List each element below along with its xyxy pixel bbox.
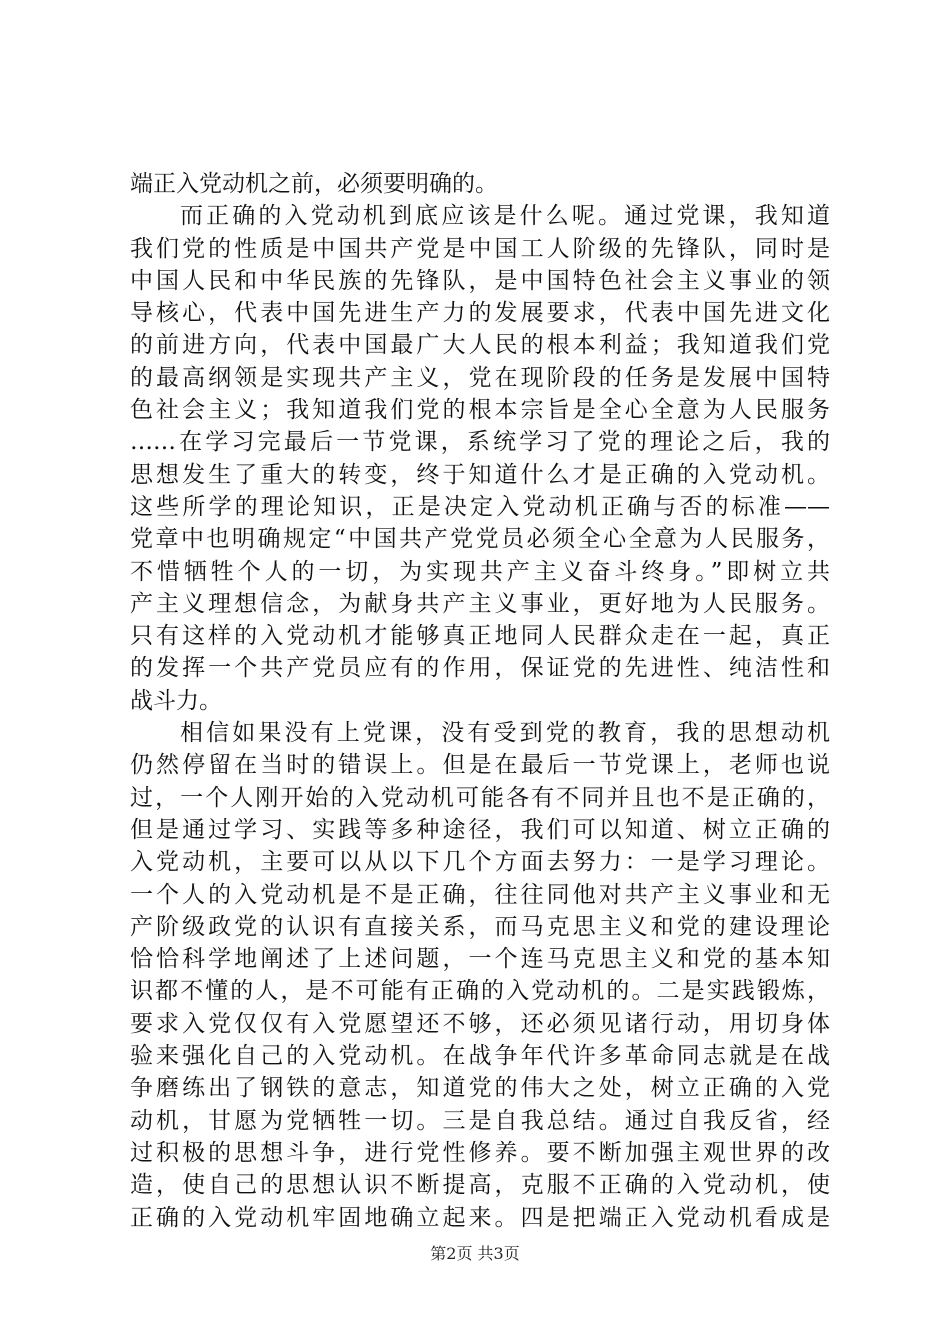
text-line: 过积极的思想斗争，进行党性修养。要不断加强主观世界的改: [130, 1139, 830, 1166]
text-line: 导核心，代表中国先进生产力的发展要求，代表中国先进文化: [130, 300, 830, 327]
text-line: 色社会主义；我知道我们党的根本宗旨是全心全意为人民服务: [130, 397, 830, 424]
text-line: 动机，甘愿为党牺牲一切。三是自我总结。通过自我反省，经: [130, 1107, 830, 1134]
text-line: 而正确的入党动机到底应该是什么呢。通过党课，我知道: [180, 203, 830, 230]
text-line: 要求入党仅仅有入党愿望还不够，还必须见诸行动，用切身体: [130, 1010, 830, 1037]
text-line: 思想发生了重大的转变，终于知道什么才是正确的入党动机。: [130, 461, 830, 488]
text-line: 仍然停留在当时的错误上。但是在最后一节党课上，老师也说: [130, 752, 830, 779]
text-line: 恰恰科学地阐述了上述问题，一个连马克思主义和党的基本知: [130, 946, 830, 973]
text-line: 党章中也明确规定“中国共产党党员必须全心全意为人民服务，: [130, 526, 830, 553]
text-line: 但是通过学习、实践等多种途径，我们可以知道、树立正确的: [130, 816, 830, 843]
text-line: 的前进方向，代表中国最广大人民的根本利益；我知道我们党: [130, 332, 830, 359]
document-body: [130, 168, 830, 1234]
text-line: 战斗力。: [130, 687, 222, 714]
text-line: 争磨练出了钢铁的意志，知道党的伟大之处，树立正确的入党: [130, 1075, 830, 1102]
text-line: 过，一个人刚开始的入党动机可能各有不同并且也不是正确的，: [130, 784, 830, 811]
page-footer: [0, 1244, 950, 1264]
text-line: 我们党的性质是中国共产党是中国工人阶级的先锋队，同时是: [130, 235, 830, 262]
text-line: 这些所学的理论知识，正是决定入党动机正确与否的标准——: [130, 493, 830, 520]
text-line: 产阶级政党的认识有直接关系，而马克思主义和党的建设理论: [130, 913, 830, 940]
text-line: 的发挥一个共产党员应有的作用，保证党的先进性、纯洁性和: [130, 655, 830, 682]
page-number: 第2页 共3页: [430, 1244, 520, 1263]
text-line: 识都不懂的人，是不可能有正确的入党动机的。二是实践锻炼，: [130, 978, 830, 1005]
text-line: 产主义理想信念，为献身共产主义事业，更好地为人民服务。: [130, 590, 830, 617]
text-line: 造，使自己的思想认识不断提高，克服不正确的入党动机，使: [130, 1172, 830, 1199]
text-line: 的最高纲领是实现共产主义，党在现阶段的任务是发展中国特: [130, 364, 830, 391]
text-line: 相信如果没有上党课，没有受到党的教育，我的思想动机: [180, 720, 830, 747]
text-line: ……在学习完最后一节党课，系统学习了党的理论之后，我的: [130, 429, 830, 456]
text-line: 中国人民和中华民族的先锋队，是中国特色社会主义事业的领: [130, 267, 830, 294]
text-line: 不惜牺牲个人的一切，为实现共产主义奋斗终身。”即树立共: [130, 558, 830, 585]
text-line: 只有这样的入党动机才能够真正地同人民群众走在一起，真正: [130, 623, 830, 650]
text-line: 验来强化自己的入党动机。在战争年代许多革命同志就是在战: [130, 1043, 830, 1070]
text-line: 正确的入党动机牢固地确立起来。四是把端正入党动机看成是: [130, 1204, 830, 1231]
text-line: 端正入党动机之前，必须要明确的。: [130, 171, 498, 197]
text-line: 一个人的入党动机是不是正确，往往同他对共产主义事业和无: [130, 881, 830, 908]
text-line: 入党动机，主要可以从以下几个方面去努力：一是学习理论。: [130, 849, 830, 876]
